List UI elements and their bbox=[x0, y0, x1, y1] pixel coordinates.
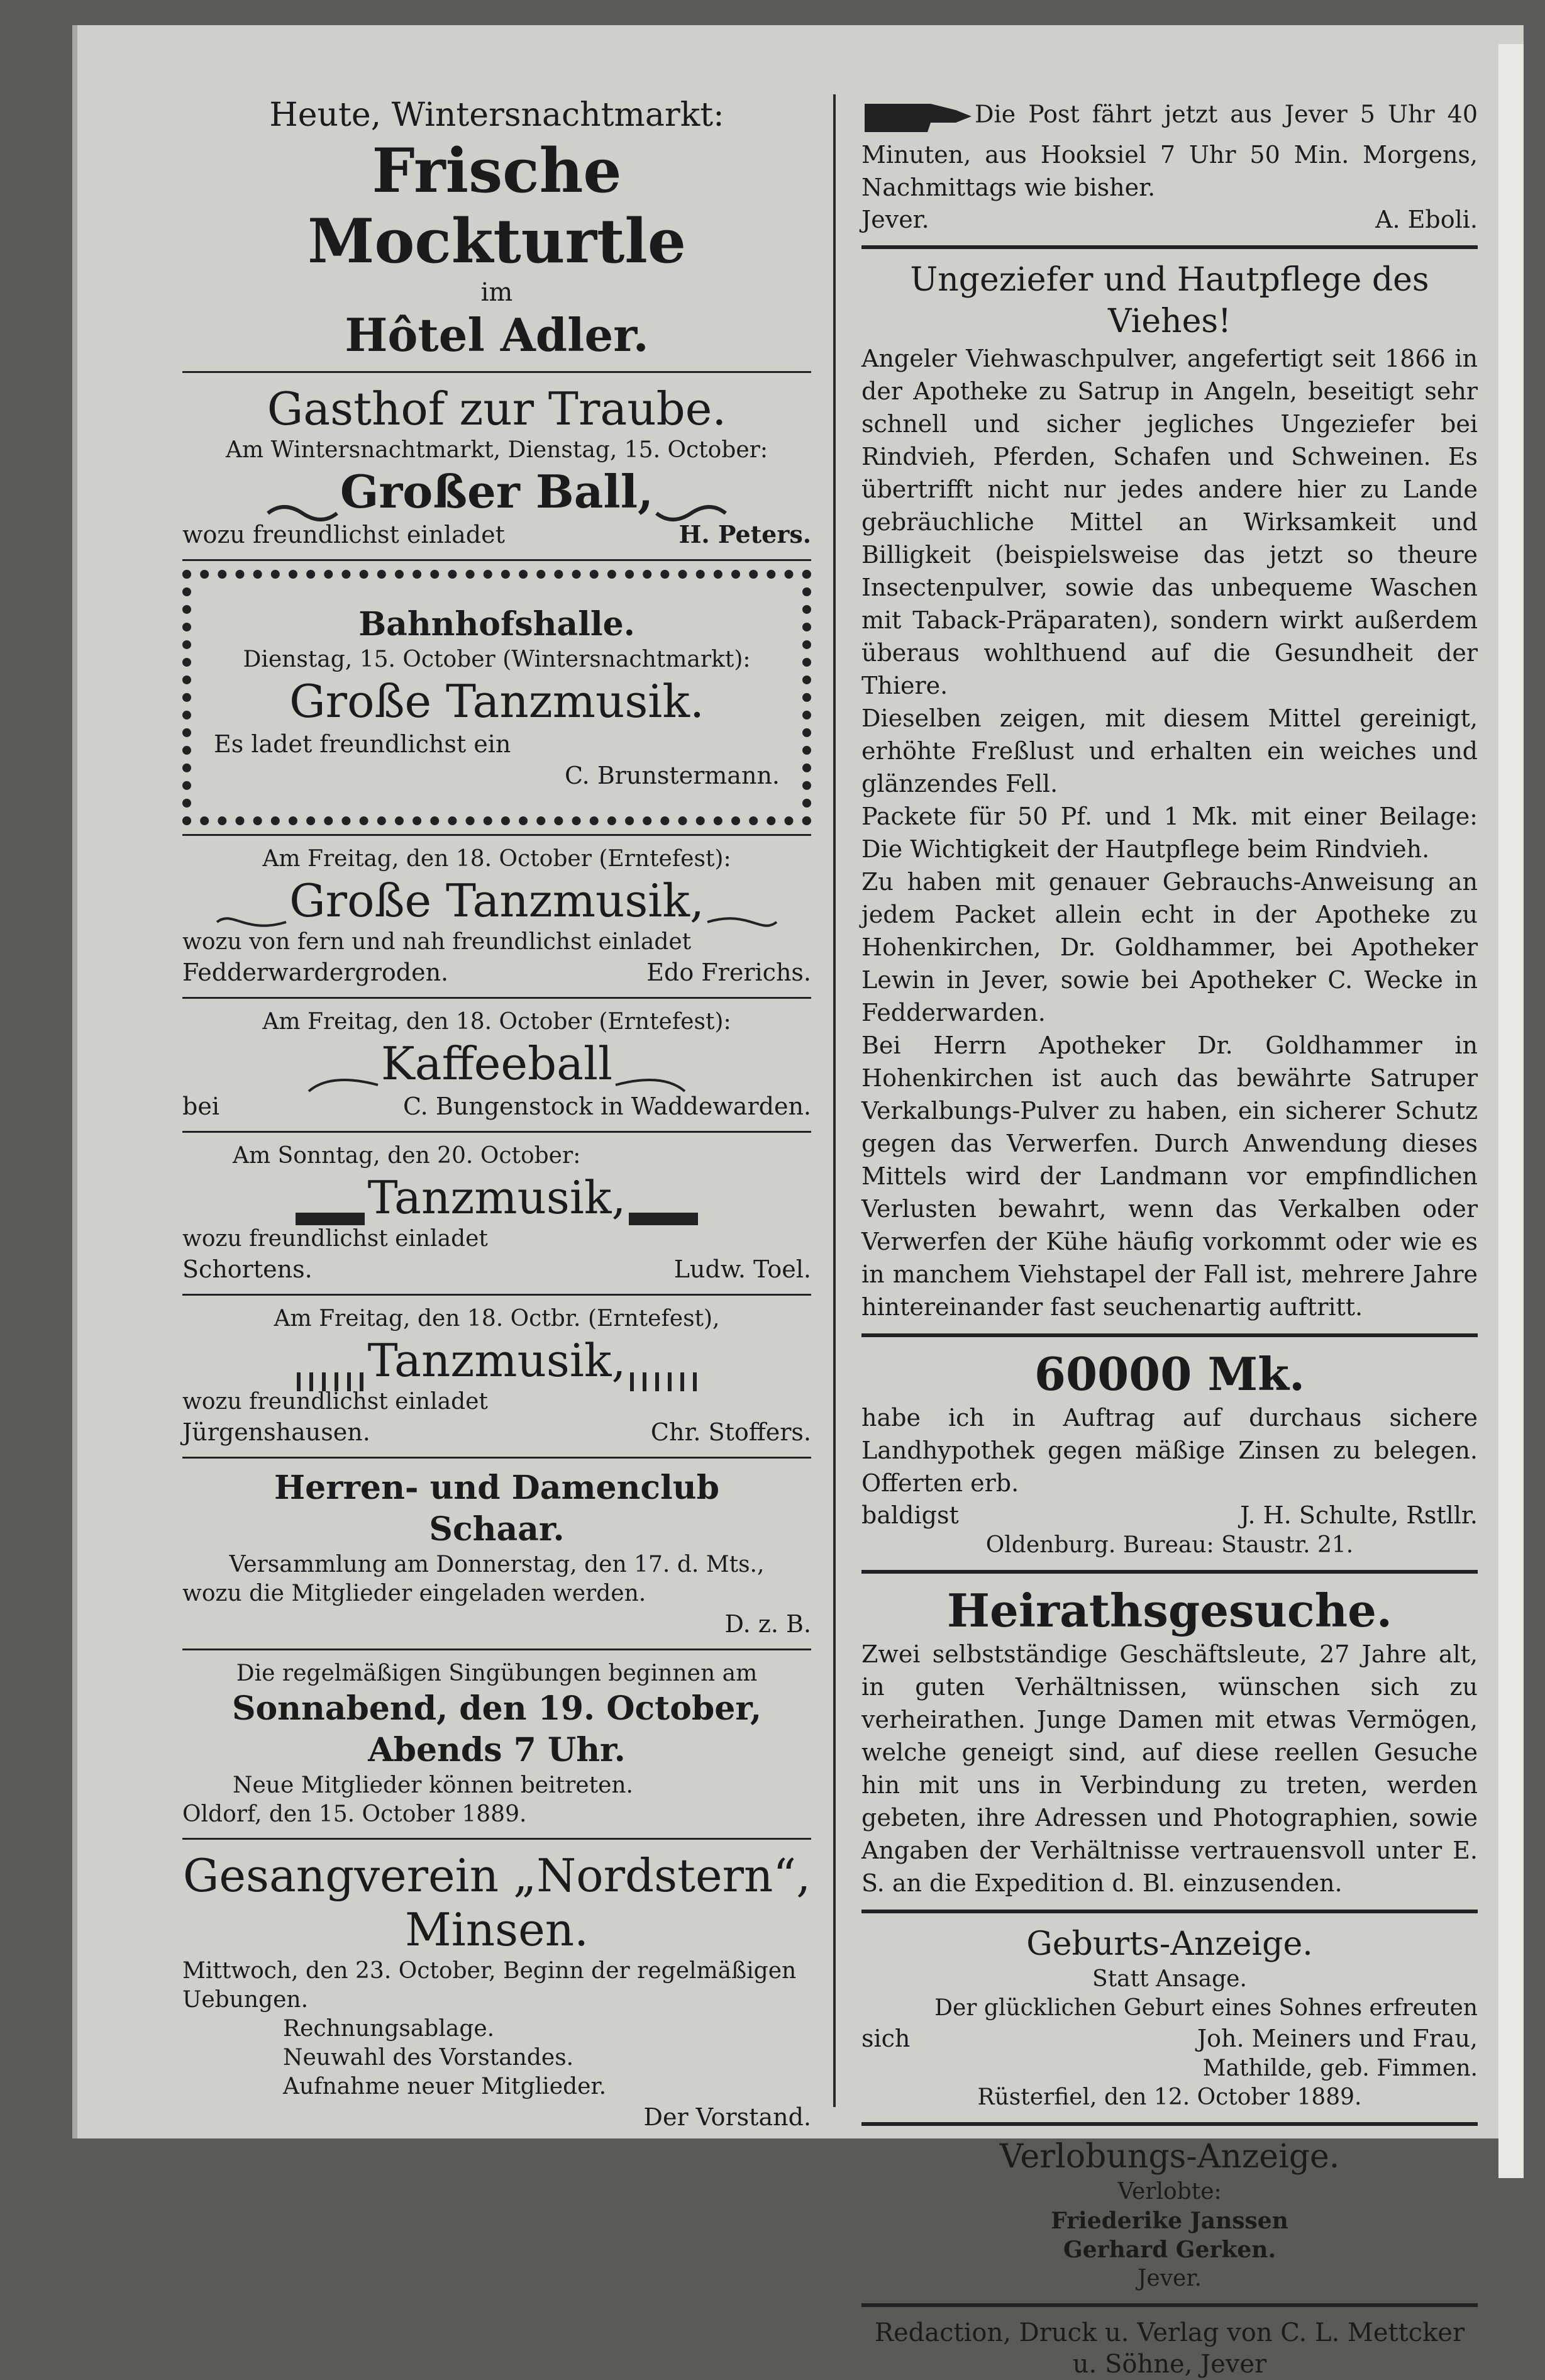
ad-heirathsgesuche bbox=[861, 1584, 1478, 1899]
ad-headline: Sonnabend, den 19. October, bbox=[231, 1689, 762, 1728]
ad-line: wozu von fern und nah freundlichst einladet bbox=[182, 929, 692, 955]
ornament-icon bbox=[292, 1189, 368, 1214]
ad-line: Heute, Wintersnachtmarkt: bbox=[269, 96, 724, 134]
ad-signature: C. Brunstermann. bbox=[564, 762, 780, 789]
ad-line: Verlobte: bbox=[1117, 2179, 1222, 2205]
ad-signature: Friederike Janssen bbox=[1051, 2208, 1288, 2234]
ad-line: Fedderwardergroden. bbox=[182, 959, 449, 986]
imprint: Redaction, Druck u. Verlag von C. L. Mettcker u. Söhne, Jever bbox=[874, 2318, 1465, 2379]
ad-viehwaschpulver bbox=[861, 259, 1478, 1323]
ad-headline: Minsen. bbox=[405, 1903, 589, 1956]
ad-signature: Mathilde, geb. Fimmen. bbox=[1202, 2055, 1478, 2081]
ad-text: Bei Herrn Apotheker Dr. Goldhammer in Hohenkirchen ist auch das bewährte Satruper Verkalbungs-Pulver zu haben, ein sicherer Schutz gegen das Verwerfen. Durch Anwendung dieses Mittels wird der Landmann vor empfindlichen Verlusten bewahrt, wenn das Verkalben oder Verwerfen der Kühe häufig vorkommt oder wie es in manchem Viehstapel der Fall ist, mehrere Jahre hintereinander fast seuchenartig auftritt. bbox=[861, 1032, 1478, 1321]
ornament-icon bbox=[612, 1055, 688, 1080]
ad-line: Jürgenshausen. bbox=[182, 1418, 370, 1446]
ornament-icon bbox=[626, 1189, 701, 1214]
divider bbox=[182, 1649, 811, 1650]
ad-signature: C. Bungenstock in Waddewarden. bbox=[402, 1093, 811, 1120]
divider bbox=[861, 2122, 1478, 2126]
ad-line: Rechnungsablage. bbox=[283, 2016, 495, 2042]
ad-text: Zu haben mit genauer Gebrauchs-Anweisung an jedem Packet allein echt in der Apotheke zu Hohenkirchen, Dr. Goldhammer, bei Apotheker Lewin in Jever, sowie bei Apotheker C. Wecke in Fedderwarden. bbox=[861, 868, 1478, 1026]
ornament-icon bbox=[292, 1352, 368, 1377]
ad-line: Am Sonntag, den 20. October: bbox=[233, 1143, 581, 1169]
ad-kaffeeball bbox=[182, 1008, 811, 1122]
divider bbox=[182, 1131, 811, 1133]
ad-signature: Chr. Stoffers. bbox=[650, 1418, 811, 1446]
ad-headline: Ungeziefer und Hautpflege des Viehes! bbox=[910, 261, 1429, 340]
divider bbox=[861, 245, 1478, 249]
divider bbox=[182, 997, 811, 999]
ad-line: baldigst bbox=[861, 1501, 959, 1529]
ad-headline: Geburts-Anzeige. bbox=[1026, 1925, 1313, 1963]
ad-text: Die Post fährt jetzt aus Jever 5 Uhr 40 Minuten, aus Hooksiel 7 Uhr 50 Min. Morgens, Nachmittags wie bisher. bbox=[861, 100, 1478, 201]
ad-line: wozu die Mitglieder eingeladen werden. bbox=[182, 1581, 646, 1606]
ad-line: Am Wintersnachtmarkt, Dienstag, 15. October: bbox=[226, 437, 768, 463]
divider bbox=[182, 1294, 811, 1296]
ad-line: wozu freundlichst einladet bbox=[182, 521, 505, 548]
ad-headline: Gesangverein „Nordstern“, bbox=[182, 1849, 811, 1902]
ad-headline: Schaar. bbox=[429, 1510, 565, 1549]
ad-text: Packete für 50 Pf. und 1 Mk. mit einer Beilage: Die Wichtigkeit der Hautpflege beim Rindvieh. bbox=[861, 803, 1478, 863]
ad-line: Rüsterfiel, den 12. October 1889. bbox=[977, 2084, 1362, 2110]
ad-line: wozu freundlichst einladet bbox=[182, 1226, 488, 1252]
ad-headline: 60000 Mk. bbox=[1034, 1347, 1305, 1401]
ad-text: Angeler Viehwaschpulver, angefertigt seit 1866 in der Apotheke zu Satrup in Angeln, beseitigt sehr schnell und sicher jegliches Ungeziefer bei Rindvieh, Pferden, Schafen und Schweinen. Es übertrifft nicht nur jedes andere hier zu Lande gebräuchliche Mittel an Wirksamkeit und Billigkeit (beispielsweise das jetzt so theure Insectenpulver, sowie das unbequeme Waschen mit Taback-Präparaten), sondern wirkt außerdem überaus wohlthuend auf die Gesundheit der Thiere. bbox=[861, 345, 1478, 699]
ad-mockturtle bbox=[182, 94, 811, 362]
ad-fedderwardergroden bbox=[182, 845, 811, 988]
ad-signature: Gerhard Gerken. bbox=[1063, 2237, 1276, 2263]
ad-headline: Verlobungs-Anzeige. bbox=[999, 2138, 1340, 2176]
ad-juergenshausen bbox=[182, 1304, 811, 1448]
divider bbox=[861, 1910, 1478, 1913]
ad-signature: Der Vorstand. bbox=[643, 2103, 811, 2131]
ad-headline: Herren- und Damenclub bbox=[274, 1469, 719, 1507]
ad-headline: Große Tanzmusik, bbox=[289, 874, 704, 927]
ad-line: Mittwoch, den 23. October, Beginn der regelmäßigen Uebungen. bbox=[182, 1958, 797, 2013]
ad-headline: Kaffeeball bbox=[380, 1037, 613, 1090]
ad-nordstern bbox=[182, 1849, 811, 2133]
ad-signature: J. H. Schulte, Rstllr. bbox=[1240, 1501, 1478, 1529]
ad-headline: Bahnhofshalle. bbox=[358, 605, 635, 643]
ad-headline: Heirathsgesuche. bbox=[946, 1584, 1392, 1637]
ad-headline: Großer Ball, bbox=[340, 465, 654, 518]
ad-signature: A. Eboli. bbox=[1375, 206, 1478, 233]
ad-schortens bbox=[182, 1142, 811, 1285]
ad-headline: Gasthof zur Traube. bbox=[267, 382, 727, 435]
ad-line: Neuwahl des Vorstandes. bbox=[283, 2045, 574, 2071]
ad-line: Neue Mitglieder können beitreten. bbox=[233, 1772, 633, 1798]
ad-headline: Große Tanzmusik. bbox=[289, 675, 704, 728]
ad-headline: Tanzmusik, bbox=[367, 1334, 626, 1387]
ad-text: Zwei selbstständige Geschäftsleute, 27 Jahre alt, in guten Verhältnissen, wünschen sich zu verheirathen. Junge Damen mit etwas Vermögen, welche geneigt sind, auf diese reellen Gesuche hin mit uns in Verbindung zu treten, werden gebeten, ihre Adressen und Photographien, sowie Angaben der Verhältnisse vertrauensvoll unter E. S. an die Expedition d. Bl. einzusenden. bbox=[861, 1640, 1478, 1897]
ad-line: sich bbox=[861, 2025, 911, 2052]
ad-line: Statt Ansage. bbox=[1092, 1966, 1247, 1992]
divider bbox=[861, 1333, 1478, 1337]
ornament-icon bbox=[704, 892, 780, 917]
divider bbox=[182, 371, 811, 373]
ad-hypothek bbox=[861, 1347, 1478, 1560]
ad-text: habe ich in Auftrag auf durchaus sichere Landhypothek gegen mäßige Zinsen zu belegen. Offerten erb. bbox=[861, 1404, 1478, 1497]
ad-line: wozu freundlichst einladet bbox=[182, 1389, 488, 1415]
ornament-icon bbox=[653, 483, 729, 508]
ad-singuebungen bbox=[182, 1659, 811, 1829]
ornament-icon bbox=[265, 483, 340, 508]
ad-bahnhofshalle bbox=[182, 570, 811, 825]
page-spine bbox=[1498, 44, 1524, 2178]
ad-line: Oldorf, den 15. October 1889. bbox=[182, 1801, 527, 1827]
ad-signature: Joh. Meiners und Frau, bbox=[1197, 2025, 1478, 2052]
divider bbox=[182, 559, 811, 561]
ad-headline: Abends 7 Uhr. bbox=[368, 1731, 626, 1769]
ad-post bbox=[861, 94, 1478, 235]
ad-damenclub bbox=[182, 1467, 811, 1640]
divider bbox=[861, 1570, 1478, 1574]
ad-headline: Hôtel Adler. bbox=[345, 308, 649, 362]
right-column bbox=[861, 94, 1478, 2380]
ad-line: Schortens. bbox=[182, 1255, 313, 1283]
ad-line: Es ladet freundlichst ein bbox=[214, 730, 511, 758]
ad-text: Dieselben zeigen, mit diesem Mittel gereinigt, erhöhte Freßlust und erhalten ein weiches und glänzendes Fell. bbox=[861, 704, 1478, 798]
ad-line: Die regelmäßigen Singübungen beginnen am bbox=[236, 1660, 758, 1686]
ad-line: Aufnahme neuer Mitglieder. bbox=[283, 2074, 607, 2099]
divider bbox=[182, 1457, 811, 1459]
ad-line: Oldenburg. Bureau: Staustr. 21. bbox=[985, 1532, 1354, 1558]
ad-signature: H. Peters. bbox=[678, 520, 811, 548]
ad-line: Dienstag, 15. October (Wintersnachtmarkt): bbox=[243, 647, 751, 672]
ornament-icon bbox=[306, 1055, 381, 1080]
ad-line: Am Freitag, den 18. October (Erntefest): bbox=[262, 846, 731, 872]
ad-line: bei bbox=[182, 1093, 219, 1120]
ad-signature: Edo Frerichs. bbox=[646, 959, 811, 986]
ad-verlobung bbox=[861, 2136, 1478, 2293]
divider bbox=[182, 1838, 811, 1840]
ad-line: Am Freitag, den 18. Octbr. (Erntefest), bbox=[274, 1306, 720, 1332]
ad-line: Am Freitag, den 18. October (Erntefest): bbox=[262, 1009, 731, 1035]
ad-signature: D. z. B. bbox=[724, 1610, 811, 1638]
ad-line: Versammlung am Donnerstag, den 17. d. Mts., bbox=[229, 1552, 765, 1577]
ad-headline: Tanzmusik, bbox=[367, 1171, 626, 1224]
left-column bbox=[182, 94, 811, 2133]
divider bbox=[182, 834, 811, 836]
ad-line: im bbox=[480, 278, 513, 307]
ad-geburt bbox=[861, 1923, 1478, 2112]
ad-traube bbox=[182, 382, 811, 550]
ad-line: Jever. bbox=[1137, 2266, 1202, 2291]
ad-line: Jever. bbox=[861, 206, 929, 233]
ornament-icon bbox=[626, 1352, 701, 1377]
ad-signature: Ludw. Toel. bbox=[673, 1255, 811, 1283]
column-divider bbox=[833, 94, 836, 2107]
divider bbox=[861, 2303, 1478, 2307]
ad-headline: Frische Mockturtle bbox=[307, 135, 686, 277]
pointing-hand-icon bbox=[861, 94, 975, 138]
ornament-icon bbox=[214, 892, 289, 917]
ad-line: Der glücklichen Geburt eines Sohnes erfreuten bbox=[934, 1995, 1478, 2021]
